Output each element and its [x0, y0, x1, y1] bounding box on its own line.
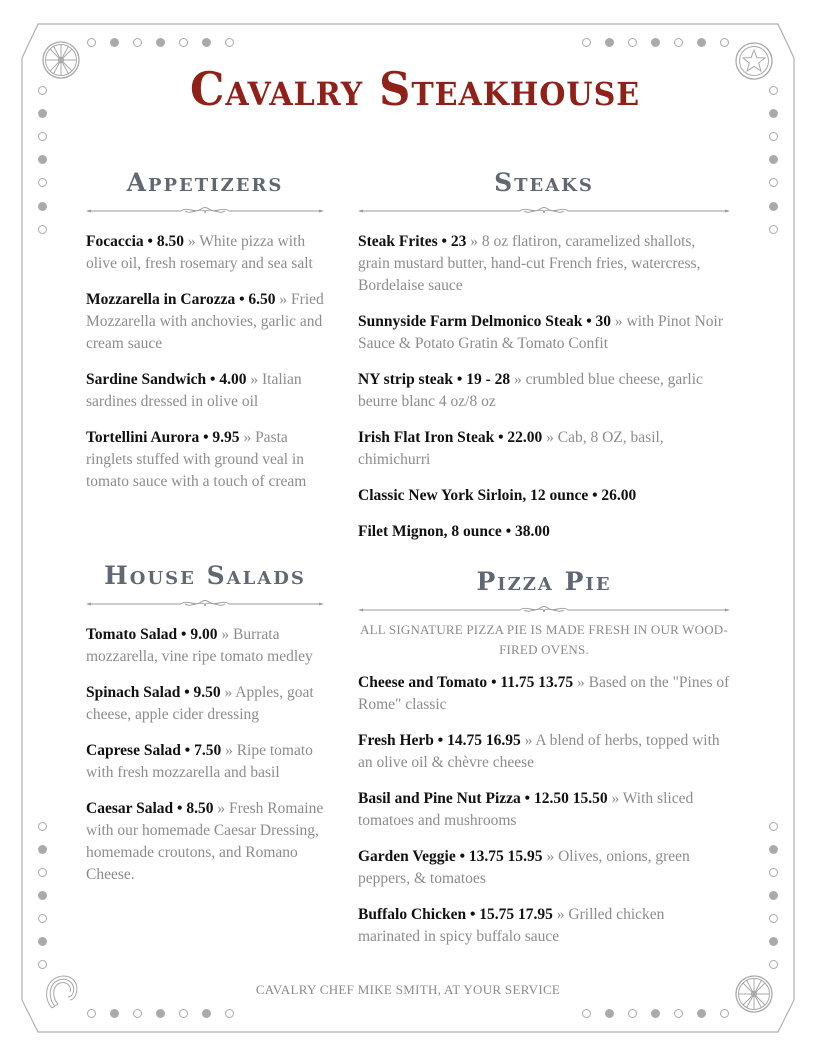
- ornament-dot: [202, 1009, 211, 1018]
- item-name: Classic New York Sirloin, 12 ounce: [358, 487, 589, 504]
- item-price: • 6.50: [235, 291, 276, 308]
- ornament-dot: [156, 1009, 165, 1018]
- ornament-dot: [769, 132, 778, 141]
- ornament-dot: [38, 109, 47, 118]
- item-price: • 8.50: [173, 800, 214, 817]
- item-name: Sunnyside Farm Delmonico Steak: [358, 313, 583, 330]
- ornament-dot: [769, 914, 778, 923]
- ornament-dot: [156, 38, 165, 47]
- item-name: Mozzarella in Carozza: [86, 291, 236, 308]
- menu-item: [358, 904, 730, 948]
- item-price: • 4.00: [206, 371, 247, 388]
- chef-footer: CAVALRY CHEF MIKE SMITH, AT YOUR SERVICE: [255, 982, 561, 997]
- ornament-dot: [769, 845, 778, 854]
- ornament-dot: [628, 38, 637, 47]
- ornament-dot: [225, 1009, 234, 1018]
- ornament-dot: [110, 38, 119, 47]
- section-heading: Pizza Pie: [476, 567, 612, 596]
- ornament-dot: [769, 960, 778, 969]
- ornament-dot: [697, 1009, 706, 1018]
- ornament-dot: [769, 155, 778, 164]
- item-price: • 13.75 15.95: [455, 848, 543, 865]
- ornament-dot: [651, 38, 660, 47]
- item-name: Garden Veggie: [358, 848, 456, 865]
- item-price: • 8.50: [143, 233, 184, 250]
- menu-item: [86, 624, 324, 668]
- item-price: • 9.50: [180, 684, 221, 701]
- ornament-dot: [769, 868, 778, 877]
- menu-item: [358, 730, 730, 774]
- item-price: • 38.00: [501, 523, 550, 540]
- item-description: » A blend of herbs, topped with an olive oil & chèvre cheese: [358, 732, 720, 771]
- ornament-dot: [769, 822, 778, 831]
- ornament-dot: [38, 132, 47, 141]
- item-name: Caprese Salad: [86, 742, 181, 759]
- section-house-salads: [86, 563, 324, 886]
- section-steaks: [358, 170, 730, 543]
- menu-item: [358, 846, 730, 890]
- ornament-dot: [38, 960, 47, 969]
- item-description: » Grilled chicken marinated in spicy buffalo sauce: [358, 906, 665, 945]
- item-price: • 12.50 15.50: [520, 790, 608, 807]
- ornament-dot: [769, 937, 778, 946]
- ornament-dot: [769, 109, 778, 118]
- ornament-dot: [769, 202, 778, 211]
- flourish-icon: [358, 205, 730, 217]
- ornament-dot: [38, 822, 47, 831]
- ornament-dot: [605, 1009, 614, 1018]
- ornament-dot: [697, 38, 706, 47]
- item-description: » Fresh Romaine with our homemade Caesar Dressing, homemade croutons, and Romano Cheese.: [86, 800, 324, 883]
- menu-item: [86, 798, 324, 886]
- ornament-dot: [628, 1009, 637, 1018]
- item-description: » crumbled blue cheese, garlic beurre blanc 4 oz/8 oz: [358, 371, 703, 410]
- item-price: • 23: [437, 233, 467, 250]
- menu-item: [86, 682, 324, 726]
- item-name: Focaccia: [86, 233, 144, 250]
- ornament-dot: [38, 845, 47, 854]
- item-description: » White pizza with olive oil, fresh rosemary and sea salt: [86, 233, 313, 272]
- item-description: » Italian sardines dressed in olive oil: [86, 371, 302, 410]
- ornament-divider: [86, 598, 324, 610]
- item-description: » Apples, goat cheese, apple cider dressing: [86, 684, 314, 723]
- menu-item: [358, 672, 730, 716]
- pizza-note: ALL SIGNATURE PIZZA PIE IS MADE FRESH IN OUR WOOD-FIRED OVENS.: [360, 622, 728, 657]
- ornament-divider: [358, 604, 730, 616]
- item-price: • 9.95: [199, 429, 240, 446]
- flourish-icon: [86, 598, 324, 610]
- menu-item: [86, 427, 324, 493]
- item-price: • 30: [582, 313, 612, 330]
- ornament-dot: [674, 1009, 683, 1018]
- section-pizza-pie: [358, 569, 730, 948]
- item-description: » Cab, 8 OZ, basil, chimichurri: [358, 429, 664, 468]
- ornament-dot: [133, 38, 142, 47]
- item-name: Steak Frites: [358, 233, 438, 250]
- item-name: Filet Mignon, 8 ounce: [358, 523, 502, 540]
- item-name: Basil and Pine Nut Pizza: [358, 790, 521, 807]
- ornament-dot: [202, 38, 211, 47]
- menu-item: [358, 311, 730, 355]
- menu-item: [86, 231, 324, 275]
- item-name: Cheese and Tomato: [358, 674, 488, 691]
- ornament-dot: [38, 868, 47, 877]
- menu-item: [358, 521, 730, 543]
- menu-item: [358, 788, 730, 832]
- item-name: Spinach Salad: [86, 684, 181, 701]
- flourish-icon: [358, 604, 730, 616]
- menu-item: [86, 289, 324, 355]
- item-name: Buffalo Chicken: [358, 906, 467, 923]
- ornament-dot: [769, 225, 778, 234]
- section-heading: Appetizers: [126, 168, 284, 197]
- ornament-dot: [38, 155, 47, 164]
- ornament-dot: [87, 1009, 96, 1018]
- restaurant-title: Cavalry Steakhouse: [190, 62, 641, 116]
- ornament-divider: [86, 205, 324, 217]
- ornament-dot: [225, 38, 234, 47]
- item-price: • 9.00: [177, 626, 218, 643]
- section-appetizers: [86, 170, 324, 493]
- item-description: » with Pinot Noir Sauce & Potato Gratin & Tomato Confit: [358, 313, 723, 352]
- menu-item: [358, 427, 730, 471]
- item-price: • 14.75 16.95: [433, 732, 521, 749]
- item-description: » With sliced tomatoes and mushrooms: [358, 790, 694, 829]
- ornament-dot: [582, 1009, 591, 1018]
- menu-item: [86, 740, 324, 784]
- item-name: Tortellini Aurora: [86, 429, 200, 446]
- item-price: • 22.00: [494, 429, 543, 446]
- section-heading: Steaks: [494, 168, 594, 197]
- item-price: • 15.75 17.95: [466, 906, 553, 923]
- ornament-dot: [720, 38, 729, 47]
- ornament-dot: [38, 202, 47, 211]
- ornament-dot: [769, 891, 778, 900]
- ornament-dot: [38, 891, 47, 900]
- item-description: » Ripe tomato with fresh mozzarella and basil: [86, 742, 313, 781]
- item-name: Sardine Sandwich: [86, 371, 207, 388]
- item-price: • 19 - 28: [453, 371, 511, 388]
- item-name: Tomato Salad: [86, 626, 178, 643]
- item-description: » Olives, onions, green peppers, & tomatoes: [358, 848, 690, 887]
- ornament-dot: [674, 38, 683, 47]
- item-name: Caesar Salad: [86, 800, 174, 817]
- menu-item: [358, 231, 730, 297]
- ornament-dot: [179, 1009, 188, 1018]
- menu-item: [86, 369, 324, 413]
- wagon-wheel-icon: [41, 40, 81, 80]
- ornament-dot: [38, 86, 47, 95]
- ornament-dot: [605, 38, 614, 47]
- item-price: • 11.75 13.75: [487, 674, 574, 691]
- ornament-dot: [38, 914, 47, 923]
- flourish-icon: [86, 205, 324, 217]
- ornament-dot: [769, 178, 778, 187]
- item-description: » Based on the "Pines of Rome" classic: [358, 674, 730, 713]
- ornament-dot: [38, 225, 47, 234]
- item-name: Irish Flat Iron Steak: [358, 429, 495, 446]
- ornament-dot: [87, 38, 96, 47]
- item-name: Fresh Herb: [358, 732, 434, 749]
- ornament-dot: [38, 178, 47, 187]
- menu-item: [358, 369, 730, 413]
- item-description: » 8 oz flatiron, caramelized shallots, grain mustard butter, hand-cut French fries, watercress, Bordelaise sauce: [358, 233, 701, 294]
- item-description: » Pasta ringlets stuffed with ground veal in tomato sauce with a touch of cream: [86, 429, 307, 490]
- ornament-dot: [110, 1009, 119, 1018]
- star-badge-icon: [734, 41, 774, 81]
- item-description: » Burrata mozzarella, vine ripe tomato medley: [86, 626, 313, 665]
- ornament-dot: [582, 38, 591, 47]
- menu-item: [358, 485, 730, 507]
- ornament-divider: [358, 205, 730, 217]
- ornament-dot: [769, 86, 778, 95]
- item-price: • 26.00: [588, 487, 637, 504]
- item-name: NY strip steak: [358, 371, 454, 388]
- ornament-dot: [179, 38, 188, 47]
- ornament-dot: [720, 1009, 729, 1018]
- ornament-dot: [651, 1009, 660, 1018]
- ornament-dot: [133, 1009, 142, 1018]
- ornament-dot: [38, 937, 47, 946]
- section-heading: House Salads: [104, 561, 306, 590]
- item-price: • 7.50: [180, 742, 222, 759]
- item-description: » Fried Mozzarella with anchovies, garlic and cream sauce: [86, 291, 324, 352]
